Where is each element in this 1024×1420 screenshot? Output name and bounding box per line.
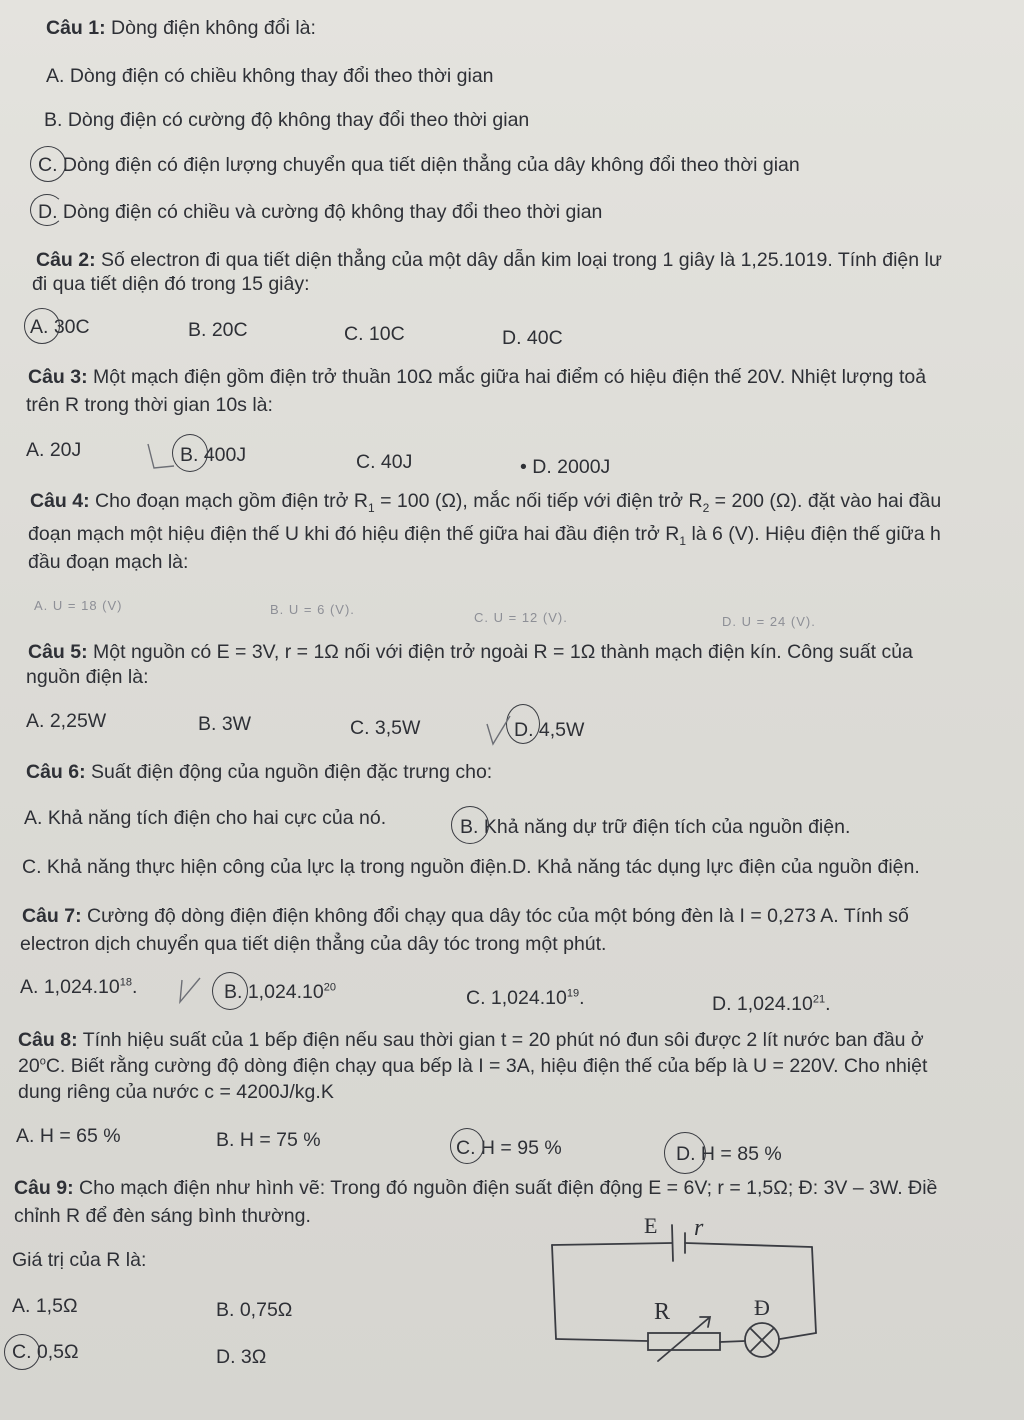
q3-option-d: • D. 2000J	[520, 456, 611, 478]
q1-option-c: C. Dòng điện có điện lượng chuyển qua tiết diện thẳng của dây không đổi theo thời gian	[38, 154, 800, 176]
question-1-stem	[46, 16, 316, 41]
question-8-line-3: dung riêng của nước c = 4200J/kg.K	[18, 1081, 334, 1103]
question-9-label: Câu 9:	[14, 1177, 74, 1199]
question-7-label: Câu 7:	[22, 905, 82, 927]
question-2-line-1: Số electron đi qua tiết diện thẳng của một dây dẫn kim loại trong 1 giây là 1,25.1019. Tính điện lư	[101, 249, 942, 271]
q7-option-c	[466, 986, 585, 1010]
battery-long-plate	[672, 1225, 673, 1261]
circuit-label-r: R	[654, 1299, 671, 1325]
q5-option-d: D. 4,5W	[514, 719, 585, 741]
question-2-line-2: đi qua tiết diện đó trong 15 giây:	[32, 273, 310, 295]
question-9-line-2: chỉnh R để đèn sáng bình thường.	[14, 1205, 311, 1227]
circuit-wire-bottom-right	[780, 1333, 816, 1339]
question-5-stem	[28, 640, 913, 665]
question-4-line-1c: = 200 (Ω). đặt vào hai đầu	[709, 490, 942, 512]
q4-option-a: A. U = 18 (V)	[34, 598, 123, 613]
question-5-line-1: Một nguồn có E = 3V, r = 1Ω nối với điện trở ngoài R = 1Ω thành mạch điện kín. Công suất của	[93, 641, 913, 663]
question-7-stem	[22, 904, 909, 929]
q8-option-a: A. H = 65 %	[16, 1125, 121, 1147]
question-8-line-1: Tính hiệu suất của 1 bếp điện nếu sau thời gian t = 20 phút nó đun sôi được 2 lít nước ban đầu ở	[82, 1029, 924, 1051]
q9-option-b: B. 0,75Ω	[216, 1299, 293, 1321]
q6-option-c-d: C. Khả năng thực hiện công của lực lạ trong nguồn điện.D. Khả năng tác dụng lực điện của nguồn điện.	[22, 856, 920, 878]
question-3-stem	[28, 365, 926, 390]
q3-option-c: C. 40J	[356, 451, 413, 473]
q6-option-a: A. Khả năng tích điện cho hai cực của nó.	[24, 807, 387, 829]
q7-option-a-end: .	[132, 976, 138, 998]
circuit-wire-bottom-left	[556, 1339, 648, 1341]
lamp-cross	[751, 1329, 773, 1351]
q5-option-c: C. 3,5W	[350, 717, 421, 739]
r1-subscript-2: 1	[679, 533, 687, 548]
q1-answer-circle-d	[30, 194, 64, 226]
q7-option-b-base: B. 1,024.10	[224, 981, 324, 1003]
r2-subscript: 2	[702, 500, 710, 515]
q3-option-a: A. 20J	[26, 439, 82, 461]
q8-answer-circle-c	[450, 1128, 484, 1164]
circuit-label-lamp: Đ	[754, 1295, 770, 1320]
q7-option-c-end: .	[579, 987, 585, 1009]
q9-option-a: A. 1,5Ω	[12, 1295, 78, 1317]
question-7-line-1: Cường độ dòng điện điện không đổi chạy qua dây tóc của một bóng đèn là I = 0,273 A. Tính số	[87, 905, 909, 927]
q5-option-a: A. 2,25W	[26, 710, 107, 732]
q7-option-d-exp: 21	[812, 993, 826, 1006]
q2-option-d: D. 40C	[502, 327, 563, 349]
q1-option-b: B. Dòng điện có cường độ không thay đổi theo thời gian	[44, 109, 530, 131]
question-6-stem	[26, 760, 492, 785]
q7-option-a	[20, 975, 137, 999]
q4-option-b: B. U = 6 (V).	[270, 602, 355, 617]
question-4-line-2b: là 6 (V). Hiệu điện thế giữa h	[686, 523, 941, 545]
q8-answer-circle-d	[664, 1132, 706, 1174]
question-9-stem	[14, 1176, 937, 1201]
q3-option-b: B. 400J	[180, 444, 247, 466]
q7-answer-circle-b	[212, 972, 248, 1010]
q1-answer-circle-c	[30, 146, 66, 182]
question-3-label: Câu 3:	[28, 366, 88, 388]
question-1-label: Câu 1:	[46, 17, 106, 39]
question-8-stem	[18, 1028, 924, 1053]
question-4-label: Câu 4:	[30, 490, 90, 512]
question-4-stem	[30, 489, 941, 514]
q6-answer-circle-b	[451, 806, 489, 844]
question-4-line-2	[28, 522, 941, 547]
question-5-line-2: nguồn điện là:	[26, 666, 149, 688]
circuit-diagram	[540, 1205, 830, 1375]
q4-option-d: D. U = 24 (V).	[722, 614, 816, 629]
q1-option-a: A. Dòng điện có chiều không thay đổi theo thời gian	[46, 65, 494, 87]
q5-option-b: B. 3W	[198, 713, 252, 735]
question-1-text: Dòng điện không đổi là:	[111, 17, 316, 39]
degree-superscript: o	[39, 1055, 46, 1068]
question-8-line-2b: C. Biết rằng cường độ dòng điện chạy qua bếp là I = 3A, hiệu điện thế của bếp là U = 220V. Cho nhiệt	[45, 1055, 928, 1077]
question-4-line-2a: đoạn mạch một hiệu điện thế U khi đó hiệu điện thế giữa hai đầu điện trở R	[28, 523, 680, 545]
q9-answer-circle-c	[4, 1334, 40, 1370]
q7-option-b-exp: 20	[323, 981, 336, 994]
q7-option-c-base: C. 1,024.10	[466, 987, 567, 1009]
q7-check-mark	[176, 974, 206, 1006]
q7-option-a-exp: 18	[119, 976, 132, 989]
q7-option-d-base: D. 1,024.10	[712, 993, 813, 1015]
question-4-line-3: đầu đoạn mạch là:	[28, 551, 189, 573]
q4-option-c: C. U = 12 (V).	[474, 610, 568, 625]
circuit-wire-top-left	[552, 1243, 672, 1245]
question-2-stem	[36, 248, 942, 273]
q7-option-a-base: A. 1,024.10	[20, 976, 120, 998]
question-8-label: Câu 8:	[18, 1029, 78, 1051]
q8-option-d: D. H = 85 %	[676, 1143, 782, 1165]
question-2-label: Câu 2:	[36, 249, 96, 271]
q9-option-c: C. 0,5Ω	[12, 1341, 79, 1363]
q1-option-d: D. Dòng điện có chiều và cường độ không thay đổi theo thời gian	[38, 201, 603, 223]
circuit-wire-right	[812, 1247, 816, 1333]
circuit-label-e: E	[644, 1213, 658, 1238]
question-9-line-1: Cho mạch điện như hình vẽ: Trong đó nguồn điện suất điện động E = 6V; r = 1,5Ω; Đ: 3V – 3W. Điề	[79, 1177, 938, 1199]
circuit-wire-left	[552, 1245, 556, 1339]
r1-subscript: 1	[367, 500, 375, 515]
q2-option-c: C. 10C	[344, 323, 405, 345]
q7-option-d-end: .	[825, 993, 831, 1015]
question-6-text: Suất điện động của nguồn điện đặc trưng cho:	[91, 761, 493, 783]
question-5-label: Câu 5:	[28, 641, 88, 663]
q9-option-d: D. 3Ω	[216, 1346, 267, 1368]
circuit-label-r-internal: r	[694, 1215, 704, 1241]
question-9-line-3: Giá trị của R là:	[12, 1249, 147, 1271]
q2-answer-circle-a	[24, 308, 60, 344]
q8-option-b: B. H = 75 %	[216, 1129, 321, 1151]
question-6-label: Câu 6:	[26, 761, 86, 783]
question-8-line-2	[18, 1054, 927, 1079]
question-4-line-1b: = 100 (Ω), mắc nối tiếp với điện trở R	[374, 490, 703, 512]
circuit-wire-top-right	[685, 1243, 812, 1247]
question-4-line-1a: Cho đoạn mạch gồm điện trở R	[95, 490, 368, 512]
question-7-line-2: electron dịch chuyển qua tiết diện thẳng của dây tóc trong một phút.	[20, 933, 607, 955]
rheostat-body	[648, 1333, 720, 1350]
q7-option-c-exp: 19	[566, 987, 580, 1000]
q6-option-b: B. Khả năng dự trữ điện tích của nguồn điện.	[460, 816, 851, 838]
q2-option-a: A. 30C	[30, 316, 90, 338]
circuit-wire-bottom-mid	[720, 1341, 745, 1342]
q8-option-c: C. H = 95 %	[456, 1137, 562, 1159]
q7-option-d	[712, 992, 831, 1016]
q2-option-b: B. 20C	[188, 319, 248, 341]
question-3-line-2: trên R trong thời gian 10s là:	[26, 394, 273, 416]
question-8-line-2a: 20	[18, 1055, 40, 1077]
q3-check-mark	[144, 438, 178, 472]
q5-check-mark	[484, 712, 514, 746]
question-3-line-1: Một mạch điện gồm điện trở thuần 10Ω mắc giữa hai điểm có hiệu điện thế 20V. Nhiệt lượng toả	[93, 366, 927, 388]
